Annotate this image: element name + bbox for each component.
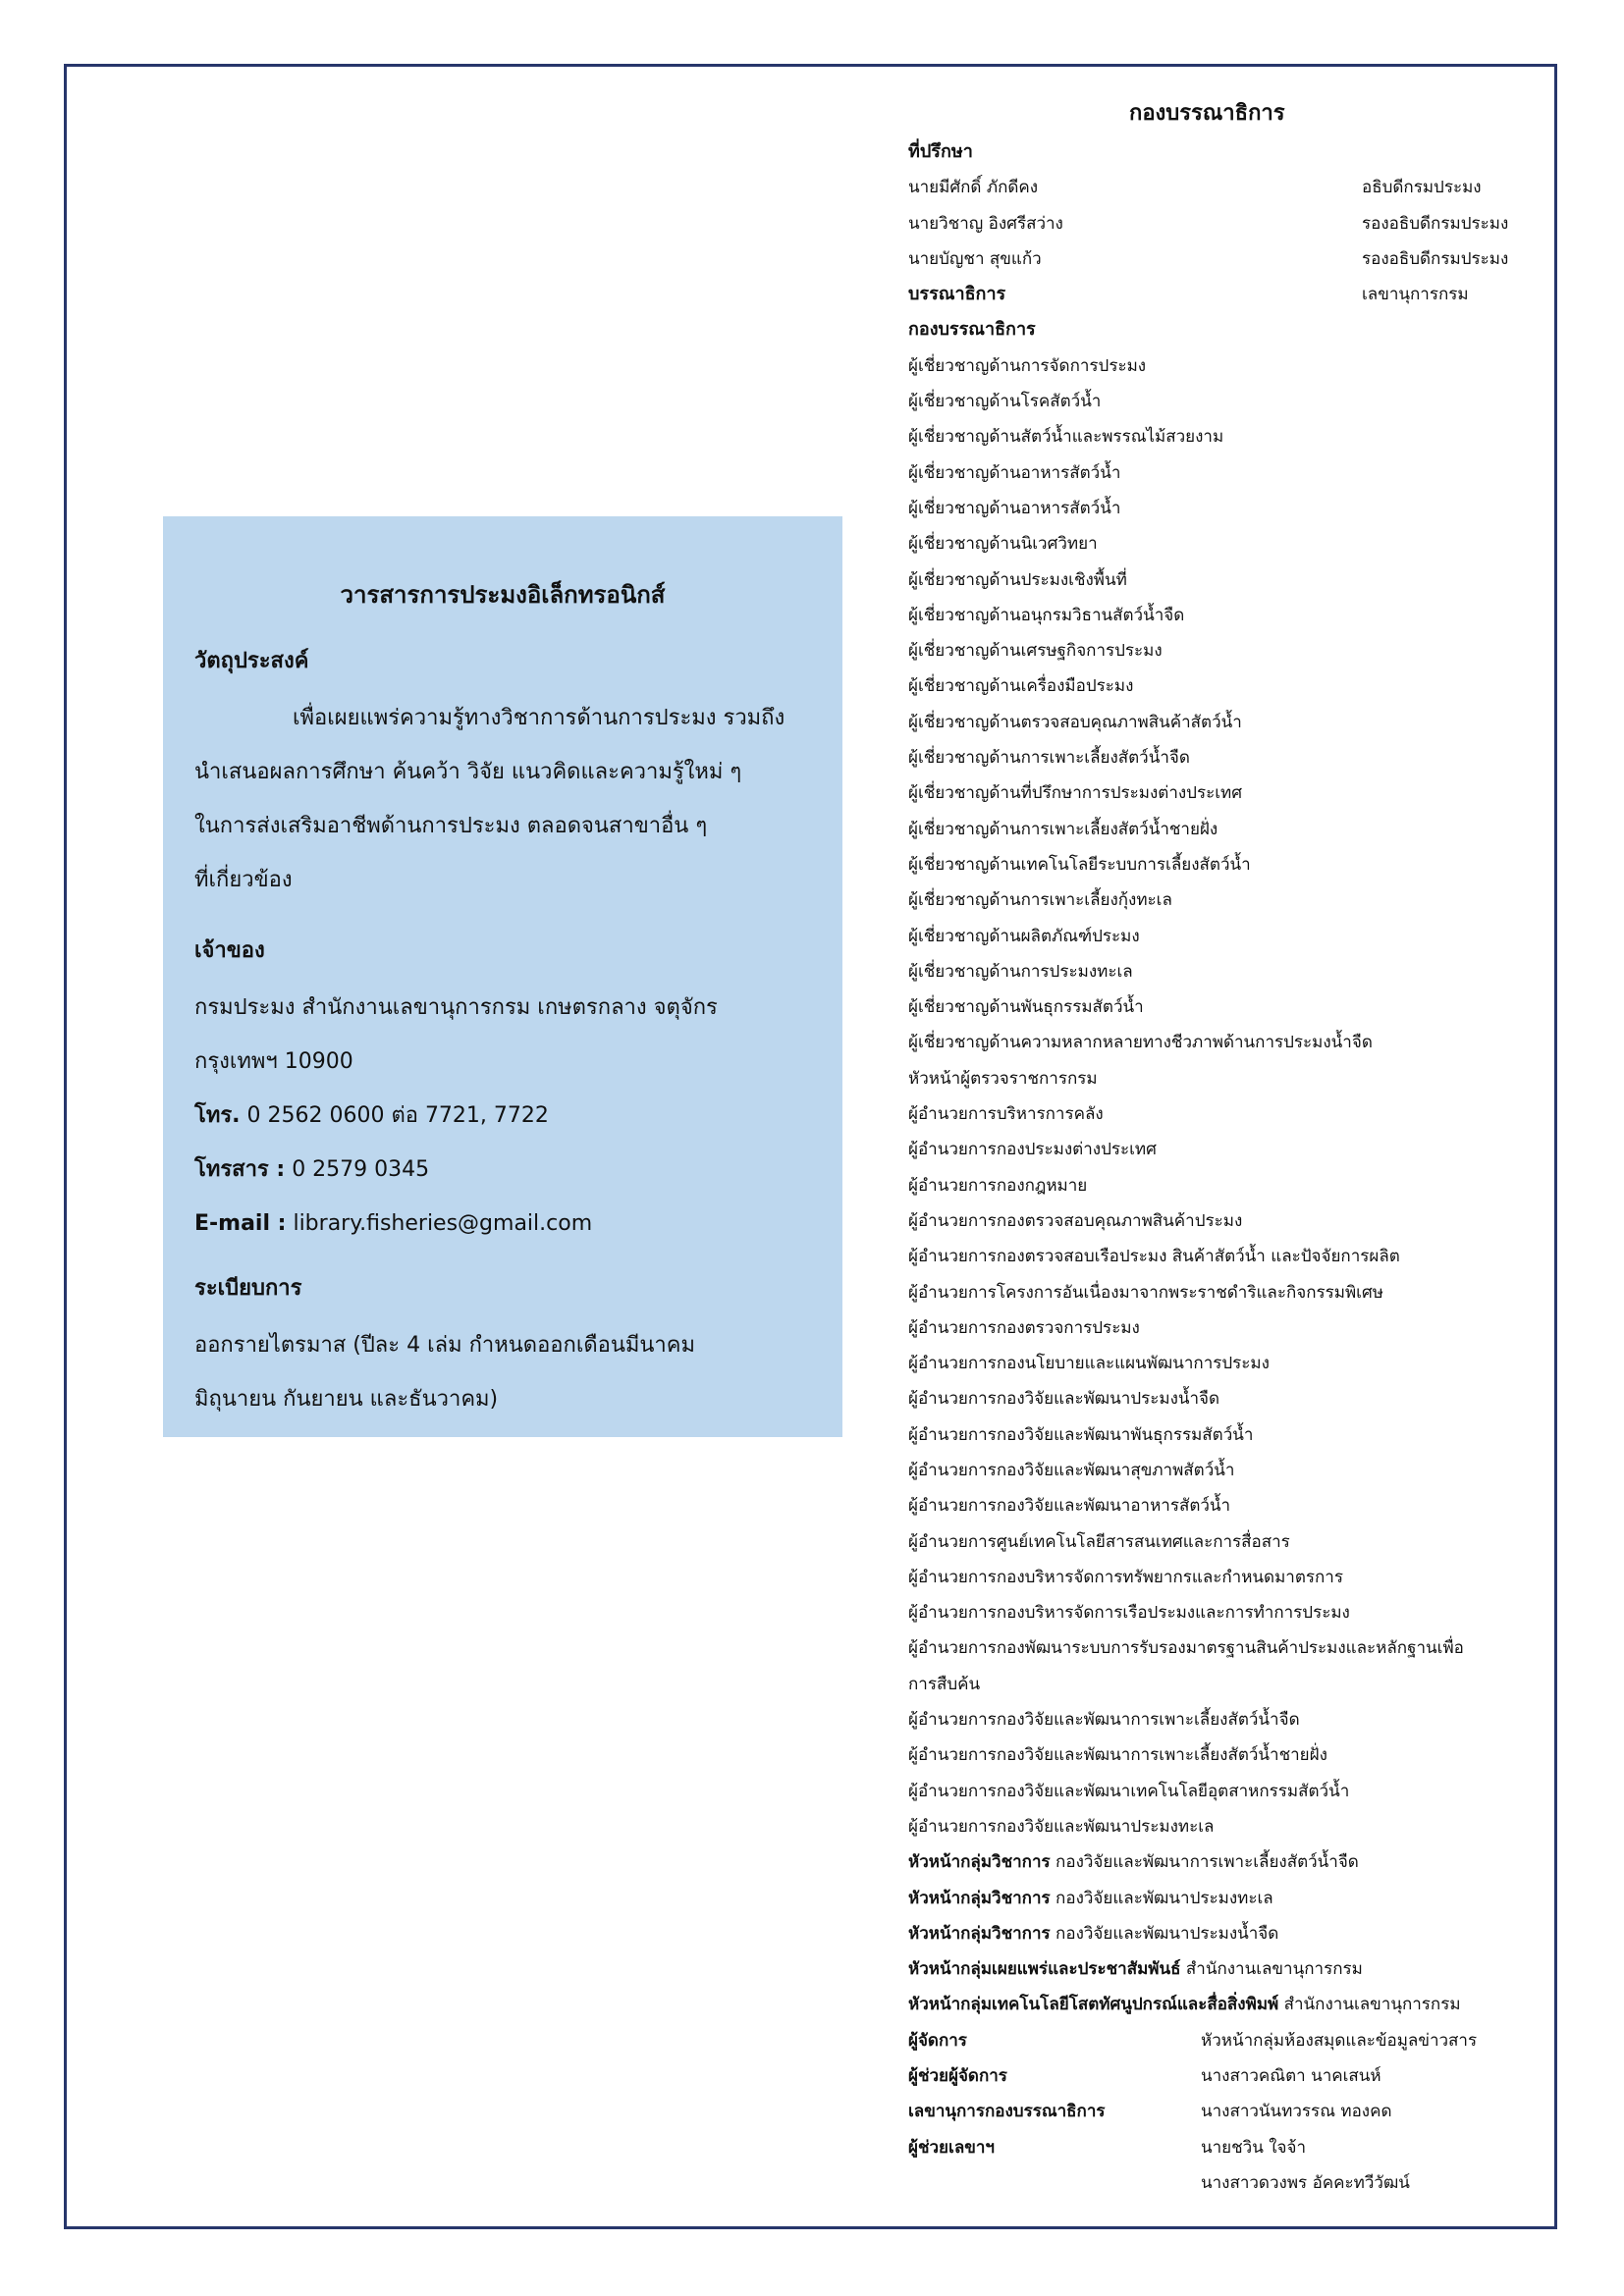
- group-head-item: [908, 1987, 1537, 2022]
- member-item: หัวหน้าผู้ตรวจราชการกรม: [908, 1068, 1098, 1089]
- group-head-unit: สำนักงานเลขานุการกรม: [1180, 1959, 1363, 1980]
- editorial-board-title: กองบรรณาธิการ: [1129, 101, 1285, 126]
- group-head-item: [908, 1916, 1537, 1951]
- fax-label: โทรสาร :: [194, 1157, 286, 1182]
- schedule-heading: ระเบียบการ: [194, 1276, 302, 1301]
- member-item: ผู้เชี่ยวชาญด้านเครื่องมือประมง: [908, 676, 1134, 697]
- staff-role: เลขานุการกองบรรณาธิการ: [908, 2102, 1106, 2122]
- staff-name: นางสาวดวงพร อัคคะทวีวัฒน์: [1201, 2172, 1410, 2193]
- schedule-line: มิถุนายน กันยายน และธันวาคม): [194, 1387, 499, 1412]
- group-head-item: [908, 1844, 1537, 1880]
- group-head-item: [908, 1951, 1537, 1987]
- group-head-unit: สำนักงานเลขานุการกรม: [1278, 1995, 1461, 2015]
- objective-heading: วัตถุประสงค์: [194, 649, 309, 673]
- tel-value: 0 2562 0600 ต่อ 7721, 7722: [240, 1103, 549, 1128]
- member-item: ผู้อำนวยการกองประมงต่างประเทศ: [908, 1140, 1157, 1160]
- editor-row: [908, 277, 1537, 312]
- member-item: ผู้เชี่ยวชาญด้านการเพาะเลี้ยงกุ้งทะเล: [908, 890, 1172, 911]
- member-item: ผู้อำนวยการกองตรวจสอบเรือประมง สินค้าสัตว์น้ำ และปัจจัยการผลิต: [908, 1247, 1400, 1267]
- staff-name: นางสาวคณิตา นาคเสนห์: [1201, 2066, 1381, 2087]
- editorial-board: [908, 134, 1537, 2201]
- group-head-item: [908, 1881, 1537, 1916]
- objective-line: เพื่อเผยแพร่ความรู้ทางวิชาการด้านการประมง รวมถึง: [293, 706, 785, 730]
- objective-line: ที่เกี่ยวข้อง: [194, 868, 293, 892]
- fax-line: [194, 1143, 811, 1197]
- member-list: [908, 348, 1537, 1844]
- staff-row: [908, 2094, 1537, 2129]
- member-item: ผู้อำนวยการกองวิจัยและพัฒนาเทคโนโลยีอุตสาหกรรมสัตว์น้ำ: [908, 1781, 1350, 1801]
- staff-row: [908, 2058, 1537, 2094]
- group-head-title: หัวหน้ากลุ่มวิชาการ: [908, 1923, 1051, 1944]
- objective-line: ในการส่งเสริมอาชีพด้านการประมง ตลอดจนสาขาอื่น ๆ: [194, 814, 708, 838]
- member-item: ผู้อำนวยการกองบริหารจัดการเรือประมงและการทำการประมง: [908, 1603, 1350, 1624]
- owner-line: กรมประมง สำนักงานเลขานุการกรม เกษตรกลาง จตุจักร: [194, 995, 718, 1020]
- member-item: ผู้เชี่ยวชาญด้านสัตว์น้ำและพรรณไม้สวยงาม: [908, 427, 1224, 448]
- member-item: ผู้อำนวยการกองกฎหมาย: [908, 1175, 1088, 1196]
- member-item: ผู้เชี่ยวชาญด้านประมงเชิงพื้นที่: [908, 569, 1127, 590]
- staff-name: นายชวิน ใจจ้า: [1201, 2137, 1307, 2158]
- tel-line: [194, 1089, 811, 1143]
- member-item: ผู้เชี่ยวชาญด้านการประมงทะเล: [908, 961, 1133, 982]
- editorial-heading: กองบรรณาธิการ: [908, 319, 1036, 341]
- member-item: ผู้อำนวยการกองวิจัยและพัฒนาการเพาะเลี้ยงสัตว์น้ำจืด: [908, 1710, 1300, 1731]
- member-item: ผู้เชี่ยวชาญด้านเทคโนโลยีระบบการเลี้ยงสัตว์น้ำ: [908, 854, 1251, 875]
- member-item: ผู้อำนวยการศูนย์เทคโนโลยีสารสนเทศและการสื่อสาร: [908, 1531, 1290, 1552]
- staff-row: [908, 2130, 1537, 2165]
- member-item: ผู้เชี่ยวชาญด้านการจัดการประมง: [908, 355, 1147, 376]
- advisor-name: นายมีศักดิ์ ภักดีคง: [908, 178, 1039, 198]
- group-head-list: [908, 1844, 1537, 2022]
- member-item: ผู้เชี่ยวชาญด้านอาหารสัตว์น้ำ: [908, 462, 1121, 483]
- member-item: ผู้เชี่ยวชาญด้านโรคสัตว์น้ำ: [908, 392, 1102, 412]
- journal-info-box: [163, 516, 842, 1437]
- advisor-row: [908, 241, 1537, 277]
- staff-list: [908, 2023, 1537, 2201]
- group-head-unit: กองวิจัยและพัฒนาประมงทะเล: [1050, 1888, 1273, 1908]
- member-item: ผู้เชี่ยวชาญด้านความหลากหลายทางชีวภาพด้านการประมงน้ำจืด: [908, 1033, 1373, 1053]
- member-item: ผู้เชี่ยวชาญด้านพันธุกรรมสัตว์น้ำ: [908, 997, 1144, 1018]
- member-item: ผู้เชี่ยวชาญด้านการเพาะเลี้ยงสัตว์น้ำชายฝั่ง: [908, 819, 1218, 839]
- member-item: ผู้เชี่ยวชาญด้านการเพาะเลี้ยงสัตว์น้ำจืด: [908, 748, 1190, 769]
- member-item: ผู้เชี่ยวชาญด้านเศรษฐกิจการประมง: [908, 641, 1163, 662]
- owner-line: กรุงเทพฯ 10900: [194, 1049, 353, 1074]
- objective-text: [194, 691, 811, 907]
- member-item: ผู้อำนวยการกองวิจัยและพัฒนาอาหารสัตว์น้ำ: [908, 1496, 1231, 1517]
- member-item: ผู้อำนวยการกองบริหารจัดการทรัพยากรและกำหนดมาตรการ: [908, 1567, 1343, 1587]
- group-head-title: หัวหน้ากลุ่มวิชาการ: [908, 1888, 1051, 1908]
- group-head-title: หัวหน้ากลุ่มเผยแพร่และประชาสัมพันธ์: [908, 1959, 1181, 1980]
- owner-heading: เจ้าของ: [194, 938, 265, 963]
- owner-text: [194, 981, 811, 1251]
- email-value: library.fisheries@gmail.com: [286, 1211, 593, 1236]
- editor-value: เลขานุการกรม: [1362, 285, 1469, 305]
- member-item: ผู้อำนวยการกองวิจัยและพัฒนาประมงทะเล: [908, 1816, 1215, 1837]
- member-item: ผู้อำนวยการกองวิจัยและพัฒนาการเพาะเลี้ยงสัตว์น้ำชายฝั่ง: [908, 1745, 1327, 1766]
- member-item: ผู้เชี่ยวชาญด้านที่ปรึกษาการประมงต่างประเทศ: [908, 783, 1243, 804]
- member-item: ผู้อำนวยการบริหารการคลัง: [908, 1104, 1104, 1125]
- advisor-name: นายบัญชา สุขแก้ว: [908, 248, 1042, 269]
- staff-row: [908, 2023, 1537, 2058]
- group-head-unit: กองวิจัยและพัฒนาประมงน้ำจืด: [1050, 1923, 1279, 1944]
- group-head-title: หัวหน้ากลุ่มเทคโนโลยีโสตทัศนูปกรณ์และสื่อสิ่งพิมพ์: [908, 1995, 1279, 2015]
- advisor-position: รองอธิบดีกรมประมง: [1362, 248, 1509, 269]
- member-item: ผู้อำนวยการโครงการอันเนื่องมาจากพระราชดำริและกิจกรรมพิเศษ: [908, 1282, 1383, 1303]
- schedule-line: ออกรายไตรมาส (ปีละ 4 เล่ม กำหนดออกเดือนมีนาคม: [194, 1333, 695, 1358]
- member-item: ผู้เชี่ยวชาญด้านอนุกรมวิธานสัตว์น้ำจืด: [908, 605, 1185, 625]
- staff-name: หัวหน้ากลุ่มห้องสมุดและข้อมูลข่าวสาร: [1201, 2030, 1478, 2051]
- member-item: ผู้เชี่ยวชาญด้านนิเวศวิทยา: [908, 534, 1098, 555]
- advisor-name: นายวิชาญ อิงศรีสว่าง: [908, 213, 1063, 234]
- staff-row: [908, 2165, 1537, 2201]
- fax-value: 0 2579 0345: [285, 1157, 430, 1182]
- member-item: ผู้อำนวยการกองวิจัยและพัฒนาสุขภาพสัตว์น้ำ: [908, 1460, 1235, 1480]
- advisor-position: รองอธิบดีกรมประมง: [1362, 213, 1509, 234]
- email-label: E-mail :: [194, 1211, 287, 1236]
- staff-role: ผู้ช่วยเลขาฯ: [908, 2137, 995, 2158]
- schedule-text: [194, 1318, 811, 1426]
- member-item: ผู้อำนวยการกองตรวจสอบคุณภาพสินค้าประมง: [908, 1210, 1243, 1231]
- member-item: ผู้อำนวยการกองพัฒนาระบบการรับรองมาตรฐานสินค้าประมงและหลักฐานเพื่อ: [908, 1638, 1464, 1659]
- member-item: ผู้เชี่ยวชาญด้านผลิตภัณฑ์ประมง: [908, 926, 1140, 946]
- member-item: ผู้อำนวยการกองวิจัยและพัฒนาประมงน้ำจืด: [908, 1389, 1220, 1410]
- advisors-heading: ที่ปรึกษา: [908, 141, 973, 162]
- advisor-row: [908, 206, 1537, 241]
- email-line: [194, 1197, 811, 1251]
- journal-title: วารสารการประมงอิเล็กทรอนิกส์: [340, 581, 666, 609]
- staff-role: ผู้จัดการ: [908, 2030, 967, 2051]
- tel-label: โทร.: [194, 1103, 241, 1128]
- staff-role: ผู้ช่วยผู้จัดการ: [908, 2066, 1007, 2087]
- objective-line: นำเสนอผลการศึกษา ค้นคว้า วิจัย แนวคิดและความรู้ใหม่ ๆ: [194, 760, 742, 784]
- group-head-unit: กองวิจัยและพัฒนาการเพาะเลี้ยงสัตว์น้ำจืด: [1050, 1852, 1359, 1873]
- advisor-row: [908, 170, 1537, 205]
- member-item: ผู้อำนวยการกองนโยบายและแผนพัฒนาการประมง: [908, 1354, 1270, 1374]
- editor-heading: บรรณาธิการ: [908, 284, 1006, 305]
- group-head-title: หัวหน้ากลุ่มวิชาการ: [908, 1852, 1051, 1873]
- member-item: ผู้เชี่ยวชาญด้านอาหารสัตว์น้ำ: [908, 498, 1121, 518]
- staff-name: นางสาวนันทวรรณ ทองคด: [1201, 2102, 1392, 2122]
- member-item: การสืบค้น: [908, 1674, 981, 1694]
- advisor-position: อธิบดีกรมประมง: [1362, 178, 1482, 198]
- member-item: ผู้เชี่ยวชาญด้านตรวจสอบคุณภาพสินค้าสัตว์น้ำ: [908, 712, 1242, 732]
- member-item: ผู้อำนวยการกองวิจัยและพัฒนาพันธุกรรมสัตว์น้ำ: [908, 1424, 1254, 1445]
- member-item: ผู้อำนวยการกองตรวจการประมง: [908, 1317, 1140, 1338]
